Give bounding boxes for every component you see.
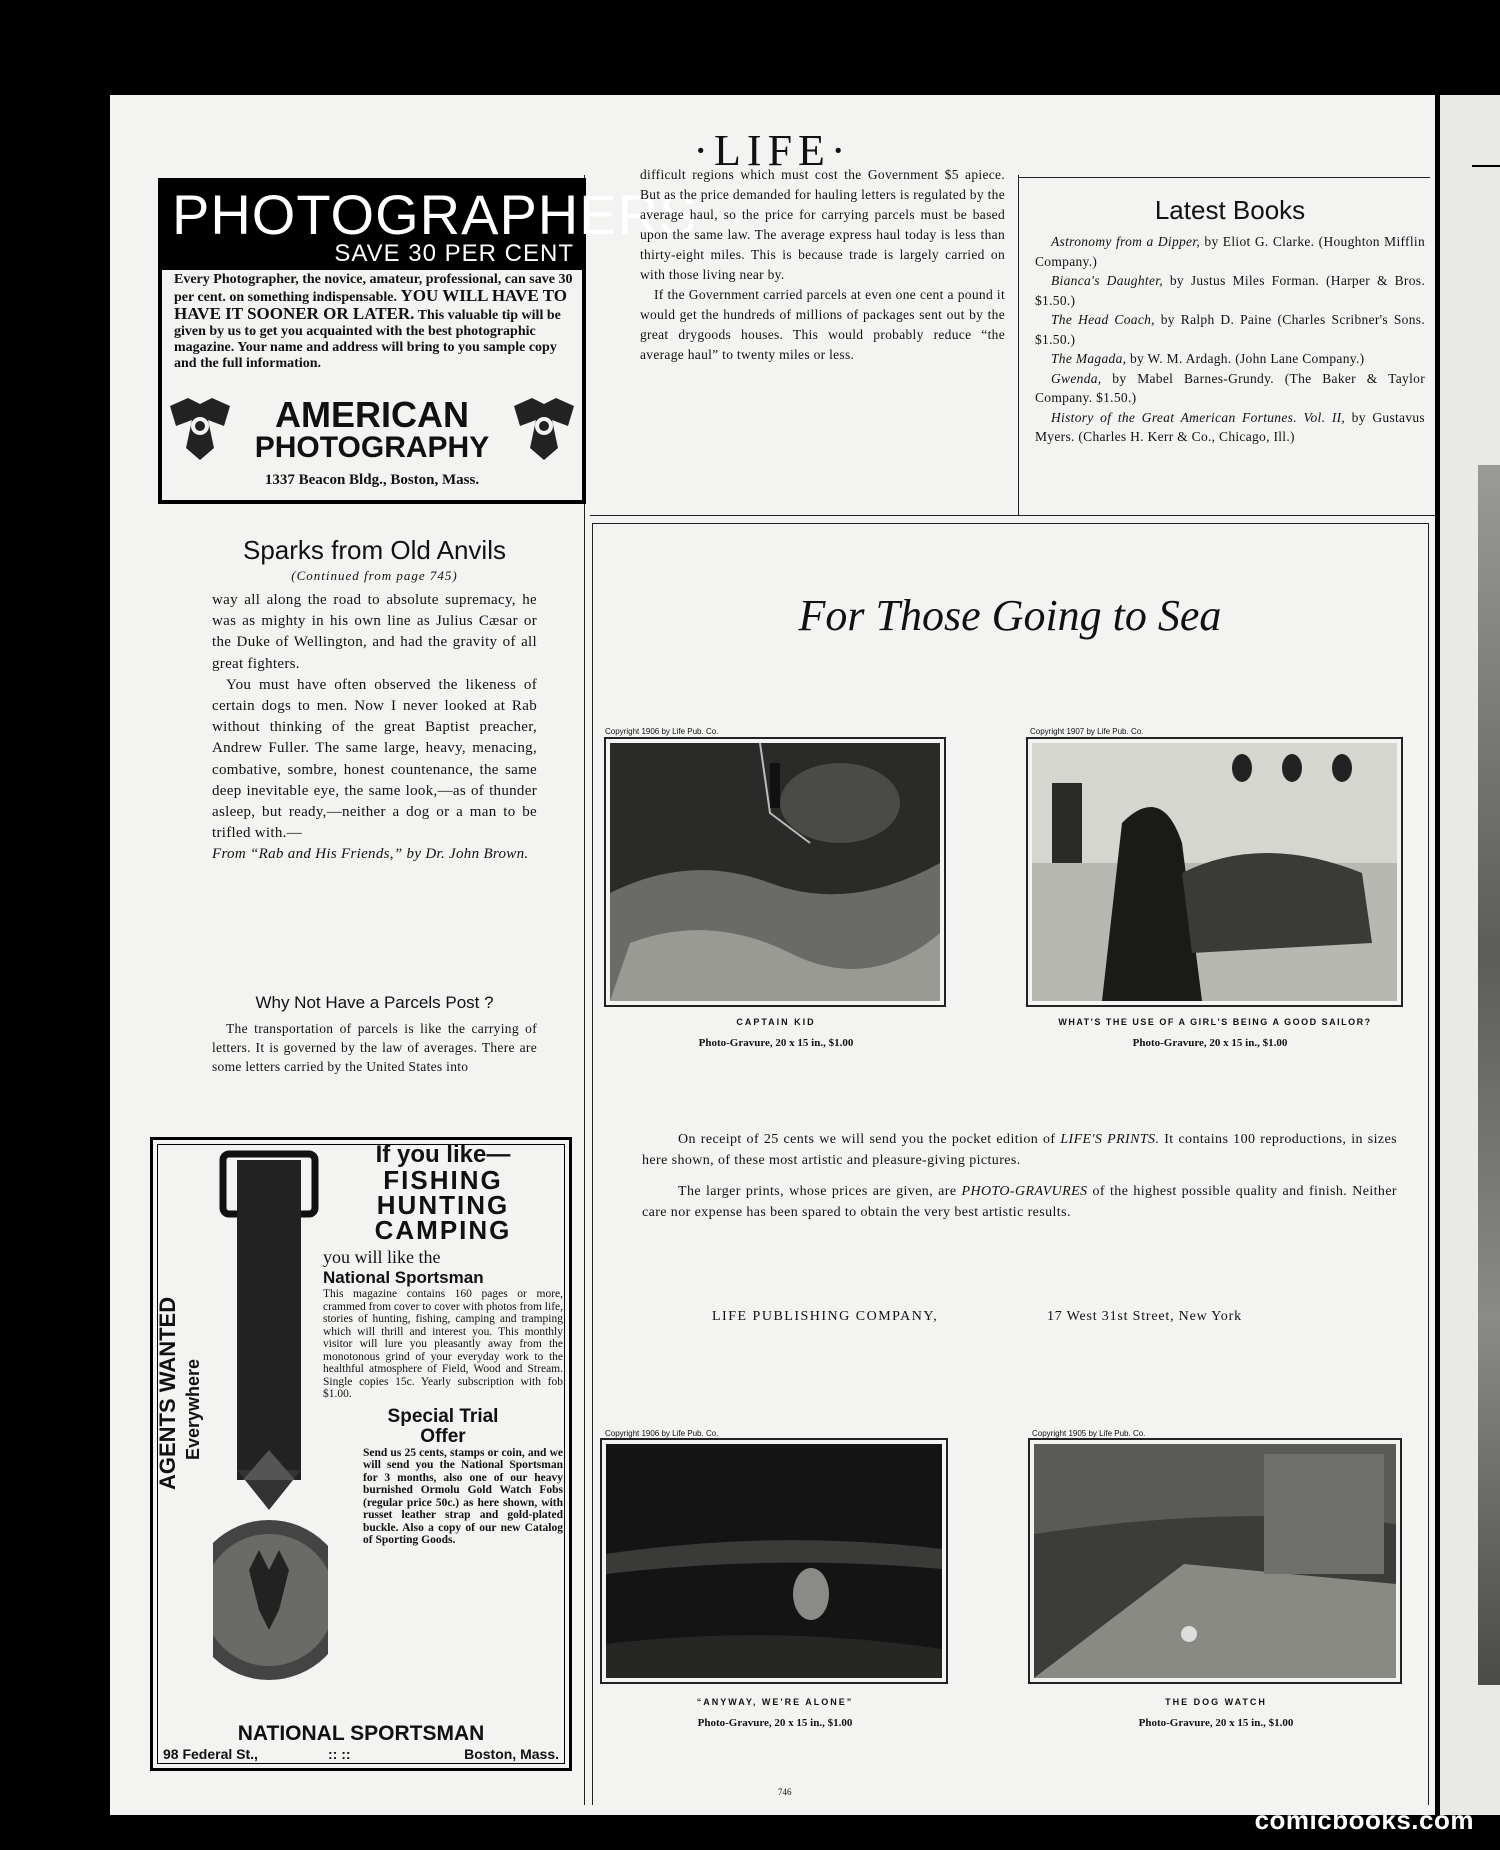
good-sailor-image xyxy=(1032,743,1397,1001)
print-dog-watch xyxy=(1028,1438,1402,1684)
print-captain-kid xyxy=(604,737,946,1007)
brand-photography: PHOTOGRAPHY xyxy=(254,431,490,464)
sportsman-if-you-like: If you like— xyxy=(375,1141,511,1168)
parcels-continued-p2: If the Government carried parcels at even one cent a pound it would get the hundreds of millions of packages sent out by the great drygoods houses. This would probably reduce “the average haul” to twenty miles or less. xyxy=(640,287,1005,362)
top-rule-books xyxy=(1018,177,1430,178)
parcels-post-article xyxy=(212,993,537,1076)
book-item: Bianca's Daughter, by Justus Miles Forman. (Harper & Bros. $1.50.) xyxy=(1035,273,1426,308)
book-item: History of the Great American Fortunes. Vol. II, by Gustavus Myers. (Charles H. Kerr & Co., Chicago, Ill.) xyxy=(1035,409,1425,444)
photographers-body-big: YOU WILL HAVE TO HAVE IT SOONER OR LATER. xyxy=(174,286,567,323)
sportsman-like-the: you will like the xyxy=(323,1247,441,1267)
agents-everywhere: Everywhere xyxy=(183,1358,203,1460)
national-sportsman-ad xyxy=(150,1137,572,1771)
sparks-article xyxy=(212,535,537,866)
sparks-continued: (Continued from page 745) xyxy=(291,568,458,583)
print-price: Photo-Gravure, 20 x 15 in., $1.00 xyxy=(697,1717,853,1729)
watch-fob-illustration xyxy=(213,1150,328,1710)
sportsman-camping: CAMPING xyxy=(374,1215,512,1245)
print-caption: “ANYWAY, WE'RE ALONE” xyxy=(696,1697,854,1707)
photographers-ad xyxy=(158,178,698,504)
print-caption: THE DOG WATCH xyxy=(1165,1697,1267,1707)
brand-american: AMERICAN xyxy=(275,394,469,435)
book-item: Gwenda, by Mabel Barnes-Grundy. (The Baker & Taylor Company. $1.50.) xyxy=(1035,370,1425,405)
page-number: 746 xyxy=(778,1787,792,1797)
sea-title: For Those Going to Sea xyxy=(798,591,1222,640)
book-item: Astronomy from a Dipper, by Eliot G. Clarke. (Houghton Mifflin Company.) xyxy=(1035,234,1425,269)
photographers-address: 1337 Beacon Bldg., Boston, Mass. xyxy=(264,472,480,488)
eagle-emblem-icon xyxy=(168,396,232,462)
parcels-post-heading: Why Not Have a Parcels Post ? xyxy=(255,993,494,1012)
print-credit: Copyright 1906 by Life Pub. Co. xyxy=(605,727,719,736)
print-price: Photo-Gravure, 20 x 15 in., $1.00 xyxy=(1132,1037,1288,1049)
sportsman-body: This magazine contains 160 pages or more, crammed from cover to cover with photos from life, stories of hunting, fishing, camping and tramping which will thrill and interest you. This monthly visitor will lure you pleasantly away from the monotonous grind of your everyday work to the healthful atmosphere of Field, Wood and Stream. Single copies 15c. Yearly subscription with fob $1.00. xyxy=(323,1288,563,1400)
sportsman-fishing: FISHING xyxy=(383,1165,503,1195)
sportsman-magazine-name: National Sportsman xyxy=(323,1268,484,1287)
sportsman-address: 98 Federal St., :: :: Boston, Mass. xyxy=(163,1746,559,1762)
publisher-name: LIFE PUBLISHING COMPANY, xyxy=(712,1309,939,1324)
sportsman-hunting: HUNTING xyxy=(376,1190,510,1220)
sea-offer: On receipt of 25 cents we will send you the pocket edition of LIFE'S PRINTS. It contains 100 reproductions, in sizes here shown, of these most artistic and pleasure-giving pictures. The larger prints, whose prices are given, are PHOTO-GRAVURES of the highest possible quality and finish. Neither care nor expense has been spared to obtain the very best artistic results. xyxy=(642,1132,1397,1220)
photographers-body-1: Every Photographer, the novice, amateur, professional, can save 30 per cent. on something indispensable. xyxy=(174,272,573,305)
parcels-continued-p1: difficult regions which must cost the Government $5 apiece. But as the price demanded for hauling letters is regulated by the average haul, so the price for carrying parcels must be based upon the same law. The average express haul today is less than thirty-eight miles. This is because trade is largely carried on with those living near by. xyxy=(640,167,1005,282)
print-credit: Copyright 1907 by Life Pub. Co. xyxy=(1030,727,1144,736)
sparks-source: From “Rab and His Friends,” by Dr. John Brown. xyxy=(212,846,529,863)
dog-watch-image xyxy=(1034,1444,1396,1678)
print-anyway-alone xyxy=(600,1438,948,1684)
sportsman-offer: Send us 25 cents, stamps or coin, and we will send you the National Sportsman for 3 months, also one of our heavy burnished Ormolu Gold Watch Fobs (regular price 50c.) as here shown, with russet leather strap and gold-plated buckle. Also a copy of our new Catalog of Sporting Goods. xyxy=(363,1446,563,1546)
facing-page-photo xyxy=(1478,465,1500,1685)
rule-above-sea xyxy=(590,515,1435,516)
agents-wanted: AGENTS WANTED xyxy=(155,1296,180,1490)
latest-books xyxy=(1035,195,1425,447)
facing-page-edge xyxy=(1440,95,1500,1815)
print-credit: Copyright 1905 by Life Pub. Co. xyxy=(1032,1429,1146,1438)
photographers-ad-header xyxy=(162,182,698,270)
column-rule-right xyxy=(1018,175,1019,515)
american-photography-logo xyxy=(162,392,582,470)
latest-books-heading: Latest Books xyxy=(1154,195,1306,225)
facing-page-rule xyxy=(1472,165,1500,167)
running-head: ·LIFE· xyxy=(693,126,852,175)
sparks-p1: way all along the road to absolute supremacy, he was as mighty in his own line as Julius Cæsar or the Duke of Wellington, and had the gravity of all great fighters. xyxy=(212,592,537,672)
print-good-sailor xyxy=(1026,737,1403,1007)
captain-kid-image xyxy=(610,743,940,1001)
book-item: The Head Coach, by Ralph D. Paine (Charles Scribner's Sons. $1.50.) xyxy=(1035,312,1425,347)
sportsman-ad-copy xyxy=(323,1142,563,1547)
print-credit: Copyright 1906 by Life Pub. Co. xyxy=(605,1429,719,1438)
parcels-post-text: The transportation of parcels is like the carrying of letters. It is governed by the law of averages. There are some letters carried by the United States into xyxy=(212,1021,537,1074)
latest-books-list xyxy=(1035,232,1425,447)
photographers-body xyxy=(162,270,582,372)
sparks-heading: Sparks from Old Anvils xyxy=(243,535,506,565)
eagle-emblem-icon xyxy=(512,396,576,462)
sea-box-top xyxy=(592,523,1428,524)
sportsman-footer: NATIONAL SPORTSMAN xyxy=(237,1722,485,1745)
print-caption: WHAT'S THE USE OF A GIRL'S BEING A GOOD SAILOR? xyxy=(1058,1017,1372,1027)
print-price: Photo-Gravure, 20 x 15 in., $1.00 xyxy=(698,1037,854,1049)
magazine-page xyxy=(110,95,1435,1815)
photographers-body-2: This valuable tip will be given by us to get you acquainted with the best photographic magazine. Your name and address will bring to you sample copy and the full information. xyxy=(174,308,561,371)
publisher-address: 17 West 31st Street, New York xyxy=(1047,1309,1242,1324)
book-item: The Magada, by W. M. Ardagh. (John Lane Company.) xyxy=(1051,351,1365,366)
sea-box-left xyxy=(592,523,593,1805)
parcels-continued xyxy=(640,165,1005,365)
watermark-logo: comicbooks.com xyxy=(1254,1805,1474,1835)
print-caption: CAPTAIN KID xyxy=(736,1017,816,1027)
sportsman-special: Special Trial Offer xyxy=(387,1405,499,1447)
sparks-p2: You must have often observed the likeness of certain dogs to men. Now I never looked at Rab without thinking of the great Baptist preacher, Andrew Fuller. The same large, heavy, menacing, combative, sombre, honest countenance, the same deep inevitable eye, the same look,—as of thunder asleep, but ready,—neither a dog or a man to be trifled with.— xyxy=(212,676,537,842)
sea-box-right xyxy=(1428,523,1429,1805)
photographers-subtitle: SAVE 30 PER CENT xyxy=(334,240,574,267)
photographers-title: PHOTOGRAPHERS xyxy=(172,183,698,246)
print-price: Photo-Gravure, 20 x 15 in., $1.00 xyxy=(1138,1717,1294,1729)
anyway-alone-image xyxy=(606,1444,942,1678)
